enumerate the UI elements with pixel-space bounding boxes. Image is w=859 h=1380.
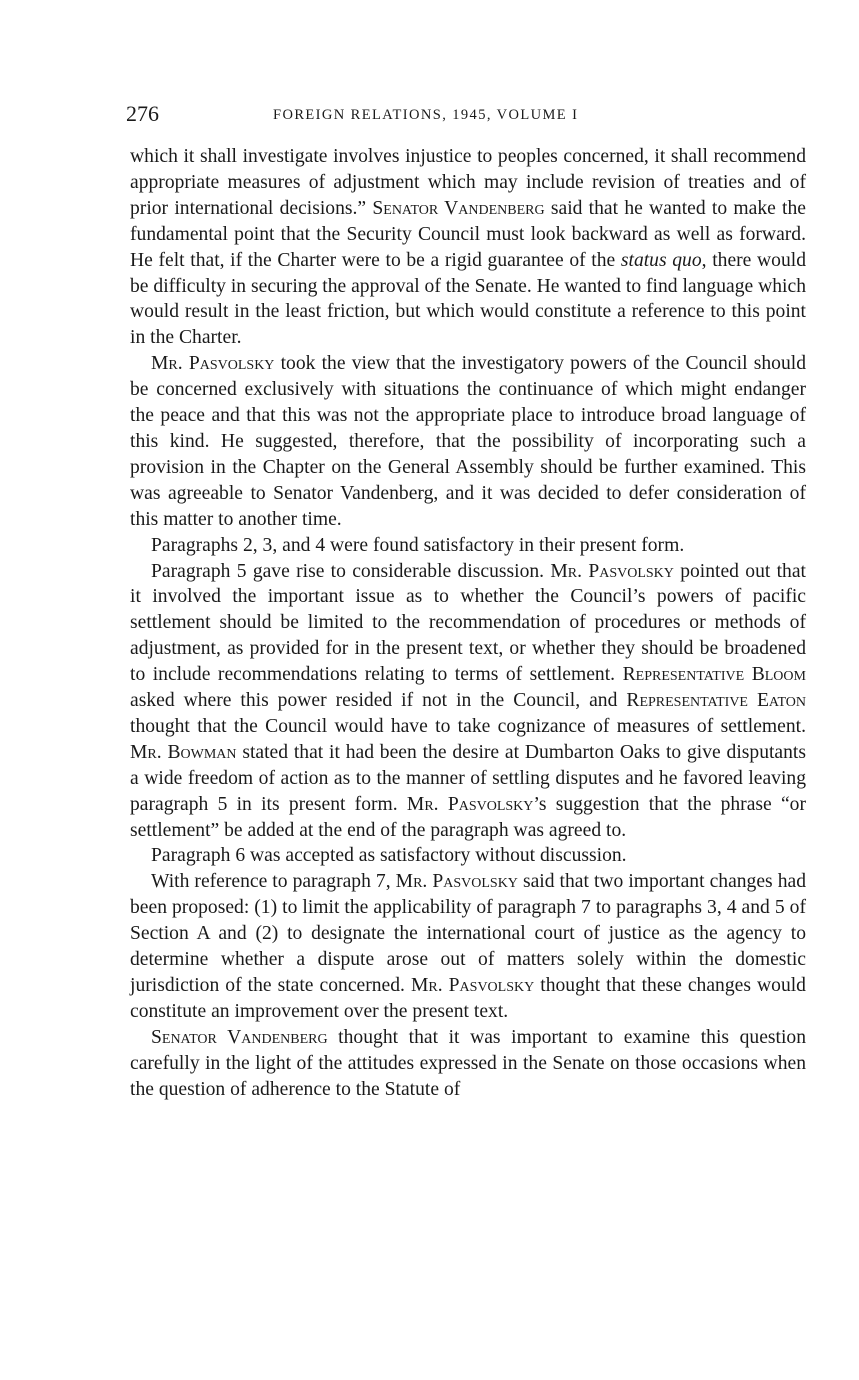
paragraph-3: Paragraphs 2, 3, and 4 were found satisfactory in their present form. xyxy=(151,534,685,556)
speaker-name: Representative Eaton xyxy=(626,690,806,712)
page-header xyxy=(126,100,806,128)
speaker-name: Mr. Pasvolsky xyxy=(550,560,674,582)
paragraph-6: With reference to paragraph 7, Mr. Pasvolsky said that two important changes had been proposed: (1) to limit the applicability of paragraph 7 to paragraphs 3, 4 and 5 of Section A and (2) to designate the international court of justice as the agency to determine whether a dispute arose out of matters solely within the domestic jurisdiction of the state concerned. Mr. Pasvolsky thought that these changes would constitute an improvement over the present text. xyxy=(130,871,806,1022)
speaker-name: Mr. Bowman xyxy=(130,741,237,763)
speaker-name: Representative Bloom xyxy=(622,664,806,686)
paragraph-7: Senator Vandenberg thought that it was important to examine this question carefully in the light of the attitudes expressed in the Senate on those occasions when the question of adherence to the Statute of xyxy=(130,1026,807,1100)
paragraph-1: which it shall investigate involves injustice to peoples concerned, it shall recommend appropriate measures of adjustment which may include revision of treaties and of prior international decisions.” Senator Vandenberg said that he wanted to make the fundamental point that the Security Council must look backward as well as forward. He felt that, if the Charter were to be a rigid guarantee of the status quo, there would be difficulty in securing the approval of the Senate. He wanted to find language which would result in the least friction, but which would constitute a reference to this point in the Charter. xyxy=(130,146,806,349)
speaker-name: Mr. Pasvolsky xyxy=(151,353,275,375)
page-number: 276 xyxy=(126,101,159,126)
speaker-name: Senator Vandenberg xyxy=(151,1026,328,1048)
speaker-name: Mr. Pasvolsky xyxy=(395,871,518,893)
paragraph-2: Mr. Pasvolsky took the view that the investigatory powers of the Council should be concerned exclusively with situations the continuance of which might endanger the peace and that this was not the appropriate place to introduce broad language of this kind. He suggested, therefore, that the possibility of incorporating such a provision in the Chapter on the General Assembly should be further examined. This was agreeable to Senator Vandenberg, and it was decided to defer consideration of this matter to another time. xyxy=(130,353,806,530)
italic-term: status quo xyxy=(620,249,702,271)
body-text xyxy=(130,144,806,1103)
speaker-name: Senator Vandenberg xyxy=(372,197,545,219)
speaker-name: Mr. Pasvolsky xyxy=(406,793,534,815)
running-title: FOREIGN RELATIONS, 1945, VOLUME I xyxy=(273,107,579,123)
speaker-name: Mr. Pasvolsky xyxy=(410,975,535,996)
paragraph-5: Paragraph 6 was accepted as satisfactory without discussion. xyxy=(151,845,627,867)
paragraph-4: Paragraph 5 gave rise to considerable discussion. Mr. Pasvolsky pointed out that it involved the important issue as to whether the Council’s powers of pacific settlement should be limited to the recommendation of procedures or methods of adjustment, as provided for in the present text, or whether they should be broadened to include recommendations relating to terms of settlement. Representative Bloom asked where this power resided if not in the Council, and Representative Eaton thought that the Council would have to take cognizance of measures of settlement. Mr. Bowman stated that it had been the desire at Dumbarton Oaks to give disputants a wide freedom of action as to the manner of settling disputes and he favored leaving paragraph 5 in its present form. Mr. Pasvolsky’s suggestion that the phrase “or settlement” be added at the end of the paragraph was agreed to. xyxy=(130,560,806,841)
